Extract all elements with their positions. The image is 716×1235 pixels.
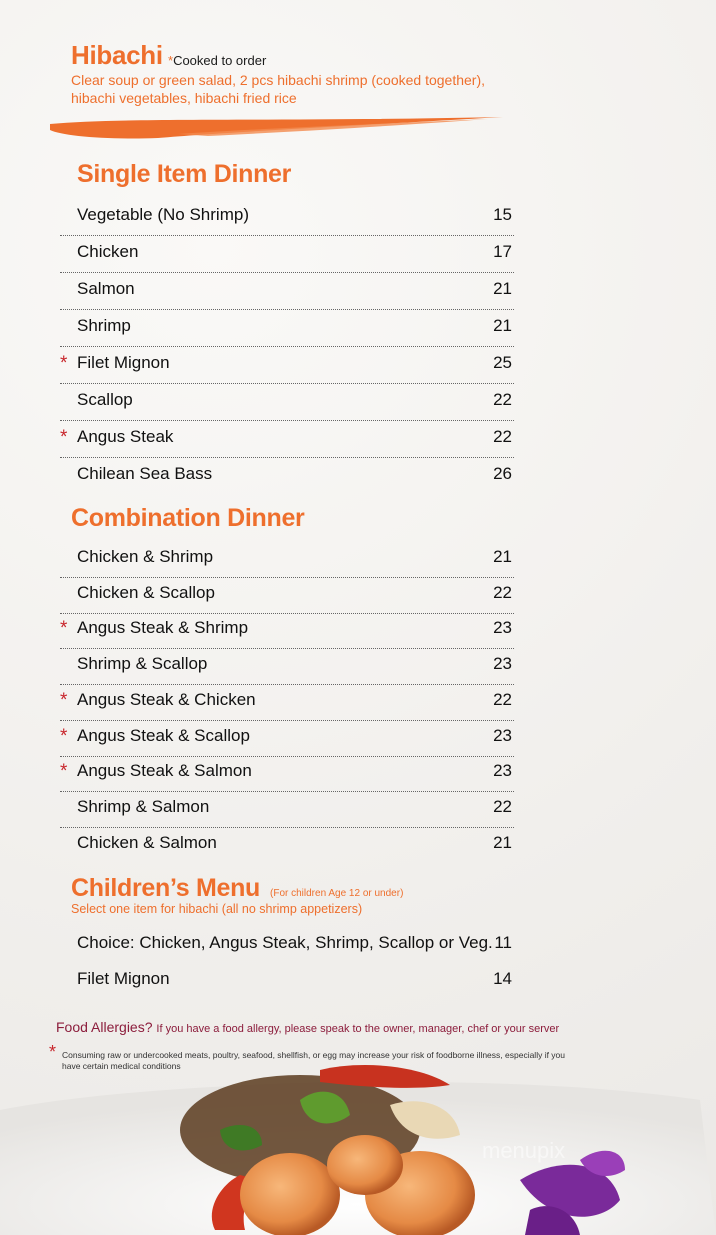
menu-item-name: Angus Steak & Chicken — [77, 689, 256, 709]
menu-item-name: Chicken & Salmon — [77, 832, 217, 852]
star-marker: * — [60, 689, 68, 711]
menu-item-name: Chilean Sea Bass — [77, 464, 213, 483]
brush-stroke-divider — [48, 114, 508, 144]
menu-item — [60, 347, 514, 384]
menu-item-price: 22 — [493, 582, 512, 602]
star-marker: * — [60, 761, 68, 783]
note-star: * — [168, 53, 174, 68]
menu-item — [60, 827, 514, 863]
menu-item — [60, 755, 514, 792]
note-text: Cooked to order — [173, 53, 267, 68]
menu-item — [60, 720, 514, 757]
menu-item-name: Angus Steak & Shrimp — [77, 618, 249, 638]
menu-item — [60, 648, 514, 685]
raw-food-disclaimer: Consuming raw or undercooked meats, poultry, seafood, shellfish, or egg may increase your risk of foodborne illness, especially if you have certain medical conditions — [62, 1050, 566, 1071]
combination-dinner-title: Combination Dinner — [71, 504, 305, 532]
menu-item-price: 22 — [493, 689, 512, 709]
menu-item-price: 21 — [493, 316, 512, 335]
menu-item-name: Chicken — [77, 242, 139, 261]
menu-item-name: Salmon — [77, 279, 135, 298]
menu-item — [60, 684, 514, 721]
menu-item-name: Shrimp & Salmon — [77, 796, 210, 816]
watermark: menupix — [482, 1138, 566, 1163]
hibachi-description: Clear soup or green salad, 2 pcs hibachi shrimp (cooked together), hibachi vegetables, hibachi fried rice — [71, 72, 485, 106]
childrens-menu-age-note: (For children Age 12 or under) — [270, 888, 404, 899]
menu-item-name: Shrimp — [77, 316, 131, 335]
menu-item-name: Chicken & Shrimp — [77, 547, 214, 566]
menu-item-price: 21 — [493, 279, 512, 298]
menu-item-name: Shrimp & Scallop — [77, 654, 208, 674]
single-item-dinner-title: Single Item Dinner — [77, 160, 292, 188]
star-marker: * — [60, 725, 68, 747]
page-title: Hibachi — [71, 40, 163, 70]
cooked-to-order-note — [168, 53, 266, 68]
menu-item-price: 22 — [493, 390, 512, 409]
menu-item-name: Filet Mignon — [77, 353, 170, 372]
menu-item-price: 15 — [493, 205, 512, 224]
menu-item-price: 23 — [493, 725, 512, 745]
childrens-menu-description: Select one item for hibachi (all no shrimp appetizers) — [71, 902, 363, 916]
menu-item — [60, 963, 514, 999]
menu-item-price: 11 — [494, 933, 512, 952]
childrens-menu-title: Children’s Menu — [71, 874, 261, 902]
food-allergy-notice — [56, 1019, 559, 1035]
menu-item-name: Scallop — [77, 390, 133, 409]
star-marker: * — [60, 427, 68, 448]
menu-item — [60, 384, 514, 421]
menu-item-price: 17 — [493, 242, 512, 261]
menu-item-price: 21 — [493, 832, 512, 852]
menu-item-name: Angus Steak & Scallop — [77, 725, 250, 745]
menu-item — [60, 421, 514, 458]
menu-item-name: Filet Mignon — [77, 969, 170, 988]
menu-item-name: Chicken & Scallop — [77, 582, 215, 602]
menu-item-name: Angus Steak — [77, 427, 174, 446]
menu-item-name: Choice: Chicken, Angus Steak, Shrimp, Scallop or Veg. — [77, 933, 493, 952]
menu-item-price: 21 — [493, 547, 512, 566]
menu-item-price: 23 — [493, 618, 512, 638]
menu-item-name: Angus Steak & Salmon — [77, 761, 252, 781]
menu-item — [60, 577, 514, 614]
disclaimer-star: * — [49, 1042, 57, 1062]
hibachi-dish-photo — [0, 1060, 716, 1235]
menu-item — [60, 612, 514, 649]
menu-item-price: 26 — [493, 464, 512, 483]
menu-item-price: 23 — [493, 761, 512, 781]
menu-item — [60, 199, 514, 236]
menu-item — [60, 541, 514, 578]
menu-item-price: 22 — [493, 796, 512, 816]
menu-item — [60, 310, 514, 347]
menu-item — [60, 273, 514, 310]
menu-item-price: 25 — [493, 353, 512, 372]
menu-item — [60, 791, 514, 828]
menu-item — [60, 236, 514, 273]
menu-item-price: 14 — [493, 969, 512, 988]
star-marker: * — [60, 353, 68, 374]
menu-item — [60, 927, 514, 963]
menu-item-name: Vegetable (No Shrimp) — [77, 205, 249, 224]
menu-item-price: 22 — [493, 427, 512, 446]
allergy-text: If you have a food allergy, please speak to the owner, manager, chef or your server — [156, 1023, 560, 1035]
menu-item — [60, 458, 514, 494]
allergy-label: Food Allergies? — [56, 1019, 153, 1035]
star-marker: * — [60, 618, 68, 640]
menu-item-price: 23 — [493, 654, 512, 674]
